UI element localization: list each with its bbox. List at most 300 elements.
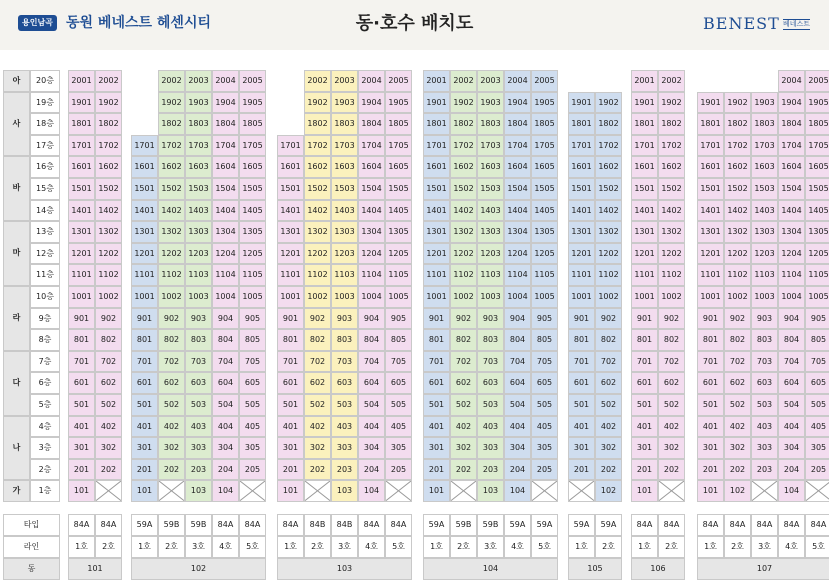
unit-cell-101-802: 802: [95, 329, 122, 351]
unit-cell-103-701: 701: [277, 351, 304, 373]
unit-cell-102-1805: 1805: [239, 113, 266, 135]
unit-cell-105-502: 502: [595, 394, 622, 416]
unit-type: 59B: [477, 514, 504, 536]
unit-cell-104-1802: 1802: [450, 113, 477, 135]
empty-unit-cross-icon: [806, 481, 829, 501]
unit-cell-102-1503: 1503: [185, 178, 212, 200]
unit-cell-107-1802: 1802: [724, 113, 751, 135]
unit-cell-103-1203: 1203: [331, 243, 358, 265]
unit-cell-103-504: 504: [358, 394, 385, 416]
unit-cell-103-1504: 1504: [358, 178, 385, 200]
unit-cell-102-1603: 1603: [185, 156, 212, 178]
page-title: 동·호수 배치도: [355, 13, 474, 34]
building-number-107: 107: [697, 558, 829, 580]
unit-cell-103-801: 801: [277, 329, 304, 351]
unit-cell-104-1901: 1901: [423, 92, 450, 114]
unit-cell-107-702: 702: [724, 351, 751, 373]
unit-cell-106-301: 301: [631, 437, 658, 459]
unit-cell-107-1203: 1203: [751, 243, 778, 265]
unit-line: 2호: [95, 536, 122, 558]
unit-cell-104-405: 405: [531, 416, 558, 438]
unit-cell-106-101: 101: [631, 480, 658, 502]
unit-cell-107-1902: 1902: [724, 92, 751, 114]
unit-cell-107-1103: 1103: [751, 264, 778, 286]
building-number-104: 104: [423, 558, 558, 580]
unit-cell-103-1101: 1101: [277, 264, 304, 286]
unit-cell-107-902: 902: [724, 308, 751, 330]
unit-cell-103-904: 904: [358, 308, 385, 330]
floor-label: 16층: [30, 156, 60, 178]
unit-cell-105-501: 501: [568, 394, 595, 416]
unit-cell-103-2005: 2005: [385, 70, 412, 92]
unit-cell-102-1904: 1904: [212, 92, 239, 114]
unit-cell-101-602: 602: [95, 372, 122, 394]
empty-unit-cross-icon: [752, 481, 777, 501]
unit-cell-103-1102: 1102: [304, 264, 331, 286]
unit-cell-103-1602: 1602: [304, 156, 331, 178]
unit-line: 5호: [385, 536, 412, 558]
unit-cell-104-1602: 1602: [450, 156, 477, 178]
unit-cell-104-1404: 1404: [504, 200, 531, 222]
unit-cell-102-503: 503: [185, 394, 212, 416]
unit-cell-102-1601: 1601: [131, 156, 158, 178]
unit-cell-103-301: 301: [277, 437, 304, 459]
unit-cell-106-402: 402: [658, 416, 685, 438]
unit-cell-104-204: 204: [504, 459, 531, 481]
unit-cell-107-604: 604: [778, 372, 805, 394]
unit-cell-107-1601: 1601: [697, 156, 724, 178]
building-number-105: 105: [568, 558, 622, 580]
unit-cell-103-501: 501: [277, 394, 304, 416]
unit-cell-107-501: 501: [697, 394, 724, 416]
unit-cell-107-603: 603: [751, 372, 778, 394]
unit-cell-102-1701: 1701: [131, 135, 158, 157]
unit-line: 3호: [331, 536, 358, 558]
unit-cell-104-2002: 2002: [450, 70, 477, 92]
unit-cell-101-1102: 1102: [95, 264, 122, 286]
floor-label: 2층: [30, 459, 60, 481]
unit-cell-104-1304: 1304: [504, 221, 531, 243]
unit-cell-107-1904: 1904: [778, 92, 805, 114]
unit-cell-105-1101: 1101: [568, 264, 595, 286]
unit-cell-105-1001: 1001: [568, 286, 595, 308]
unit-cell-101-1401: 1401: [68, 200, 95, 222]
unit-cell-103-1902: 1902: [304, 92, 331, 114]
unit-cell-104-304: 304: [504, 437, 531, 459]
unit-cell-102-905: 905: [239, 308, 266, 330]
unit-cell-106-201: 201: [631, 459, 658, 481]
unit-cell-103-305: 305: [385, 437, 412, 459]
unit-cell-107-605: 605: [805, 372, 829, 394]
unit-cell-105-401: 401: [568, 416, 595, 438]
unit-cell-103-405: 405: [385, 416, 412, 438]
unit-cell-104-1505: 1505: [531, 178, 558, 200]
unit-line: 1호: [277, 536, 304, 558]
unit-cell-107-2005: 2005: [805, 70, 829, 92]
unit-cell-106-1901: 1901: [631, 92, 658, 114]
unit-cell-107-1604: 1604: [778, 156, 805, 178]
unit-cell-102-1703: 1703: [185, 135, 212, 157]
unit-cell-102-1202: 1202: [158, 243, 185, 265]
unit-cell-107-1903: 1903: [751, 92, 778, 114]
unit-cell-107-801: 801: [697, 329, 724, 351]
unit-cell-107-505: 505: [805, 394, 829, 416]
unit-cell-101-501: 501: [68, 394, 95, 416]
unit-cell-101-1001: 1001: [68, 286, 95, 308]
empty-unit: [95, 480, 122, 502]
unit-cell-106-902: 902: [658, 308, 685, 330]
unit-cell-102-1405: 1405: [239, 200, 266, 222]
unit-cell-107-1002: 1002: [724, 286, 751, 308]
unit-type: 59A: [568, 514, 595, 536]
unit-cell-107-1105: 1105: [805, 264, 829, 286]
unit-cell-101-801: 801: [68, 329, 95, 351]
unit-cell-101-702: 702: [95, 351, 122, 373]
unit-cell-106-1701: 1701: [631, 135, 658, 157]
unit-cell-107-502: 502: [724, 394, 751, 416]
unit-cell-102-1803: 1803: [185, 113, 212, 135]
unit-cell-106-701: 701: [631, 351, 658, 373]
unit-cell-103-1004: 1004: [358, 286, 385, 308]
unit-cell-103-103: 103: [331, 480, 358, 502]
unit-cell-106-1801: 1801: [631, 113, 658, 135]
unit-cell-104-305: 305: [531, 437, 558, 459]
floor-label: 20층: [30, 70, 60, 92]
unit-cell-104-401: 401: [423, 416, 450, 438]
unit-cell-103-1401: 1401: [277, 200, 304, 222]
unit-cell-107-901: 901: [697, 308, 724, 330]
unit-cell-101-1901: 1901: [68, 92, 95, 114]
unit-cell-104-601: 601: [423, 372, 450, 394]
unit-cell-105-1201: 1201: [568, 243, 595, 265]
unit-line: 1호: [631, 536, 658, 558]
unit-cell-106-1602: 1602: [658, 156, 685, 178]
unit-cell-107-1001: 1001: [697, 286, 724, 308]
unit-cell-106-1702: 1702: [658, 135, 685, 157]
unit-cell-106-1402: 1402: [658, 200, 685, 222]
floor-label: 19층: [30, 92, 60, 114]
unit-cell-103-1402: 1402: [304, 200, 331, 222]
unit-cell-102-1302: 1302: [158, 221, 185, 243]
unit-cell-102-605: 605: [239, 372, 266, 394]
unit-cell-103-204: 204: [358, 459, 385, 481]
empty-unit: [239, 480, 266, 502]
unit-cell-107-401: 401: [697, 416, 724, 438]
unit-cell-104-904: 904: [504, 308, 531, 330]
unit-cell-104-1104: 1104: [504, 264, 531, 286]
unit-line: 3호: [185, 536, 212, 558]
unit-cell-106-1202: 1202: [658, 243, 685, 265]
unit-cell-104-605: 605: [531, 372, 558, 394]
unit-cell-104-705: 705: [531, 351, 558, 373]
unit-cell-104-902: 902: [450, 308, 477, 330]
unit-cell-103-101: 101: [277, 480, 304, 502]
unit-cell-106-1401: 1401: [631, 200, 658, 222]
unit-cell-104-104: 104: [504, 480, 531, 502]
brand-sub-logo: 베네스트: [783, 20, 811, 28]
unit-cell-103-2004: 2004: [358, 70, 385, 92]
unit-cell-107-1602: 1602: [724, 156, 751, 178]
unit-cell-107-1804: 1804: [778, 113, 805, 135]
unit-cell-104-1202: 1202: [450, 243, 477, 265]
unit-cell-104-501: 501: [423, 394, 450, 416]
unit-cell-104-1701: 1701: [423, 135, 450, 157]
unit-cell-106-1102: 1102: [658, 264, 685, 286]
unit-cell-106-2002: 2002: [658, 70, 685, 92]
unit-cell-102-903: 903: [185, 308, 212, 330]
unit-cell-103-1404: 1404: [358, 200, 385, 222]
unit-cell-102-1104: 1104: [212, 264, 239, 286]
unit-cell-107-202: 202: [724, 459, 751, 481]
unit-cell-107-1701: 1701: [697, 135, 724, 157]
unit-cell-103-603: 603: [331, 372, 358, 394]
unit-cell-104-403: 403: [477, 416, 504, 438]
unit-cell-104-302: 302: [450, 437, 477, 459]
unit-cell-102-2004: 2004: [212, 70, 239, 92]
unit-cell-106-702: 702: [658, 351, 685, 373]
building-number-103: 103: [277, 558, 412, 580]
unit-cell-104-1504: 1504: [504, 178, 531, 200]
unit-cell-105-901: 901: [568, 308, 595, 330]
unit-cell-106-1902: 1902: [658, 92, 685, 114]
unit-cell-103-702: 702: [304, 351, 331, 373]
unit-cell-104-903: 903: [477, 308, 504, 330]
unit-cell-107-1603: 1603: [751, 156, 778, 178]
unit-cell-103-1001: 1001: [277, 286, 304, 308]
unit-type: 84B: [331, 514, 358, 536]
unit-cell-101-2001: 2001: [68, 70, 95, 92]
unit-cell-102-1204: 1204: [212, 243, 239, 265]
unit-cell-104-1203: 1203: [477, 243, 504, 265]
unit-cell-107-1703: 1703: [751, 135, 778, 157]
unit-cell-104-1503: 1503: [477, 178, 504, 200]
unit-cell-107-1501: 1501: [697, 178, 724, 200]
unit-type: 84A: [724, 514, 751, 536]
unit-cell-103-803: 803: [331, 329, 358, 351]
floor-group-label: 나: [3, 416, 30, 481]
unit-cell-103-1305: 1305: [385, 221, 412, 243]
unit-cell-107-301: 301: [697, 437, 724, 459]
empty-unit-cross-icon: [659, 481, 684, 501]
unit-cell-103-1701: 1701: [277, 135, 304, 157]
empty-unit-cross-icon: [305, 481, 330, 501]
unit-cell-107-1504: 1504: [778, 178, 805, 200]
unit-cell-104-803: 803: [477, 329, 504, 351]
floor-label: 3층: [30, 437, 60, 459]
unit-cell-107-704: 704: [778, 351, 805, 373]
unit-cell-107-404: 404: [778, 416, 805, 438]
unit-cell-107-1204: 1204: [778, 243, 805, 265]
unit-cell-104-1704: 1704: [504, 135, 531, 157]
unit-cell-103-1905: 1905: [385, 92, 412, 114]
unit-cell-107-804: 804: [778, 329, 805, 351]
unit-cell-102-1203: 1203: [185, 243, 212, 265]
unit-cell-103-302: 302: [304, 437, 331, 459]
unit-cell-101-401: 401: [68, 416, 95, 438]
unit-cell-104-205: 205: [531, 459, 558, 481]
unit-cell-104-1103: 1103: [477, 264, 504, 286]
building-number-106: 106: [631, 558, 685, 580]
unit-cell-101-502: 502: [95, 394, 122, 416]
unit-cell-102-104: 104: [212, 480, 239, 502]
unit-cell-103-1002: 1002: [304, 286, 331, 308]
unit-cell-104-1603: 1603: [477, 156, 504, 178]
unit-cell-106-1502: 1502: [658, 178, 685, 200]
unit-cell-103-1903: 1903: [331, 92, 358, 114]
empty-unit: [304, 480, 331, 502]
unit-cell-102-603: 603: [185, 372, 212, 394]
unit-cell-101-601: 601: [68, 372, 95, 394]
unit-cell-103-1302: 1302: [304, 221, 331, 243]
unit-cell-107-1205: 1205: [805, 243, 829, 265]
unit-cell-103-104: 104: [358, 480, 385, 502]
unit-cell-104-303: 303: [477, 437, 504, 459]
unit-cell-107-1301: 1301: [697, 221, 724, 243]
unit-cell-103-202: 202: [304, 459, 331, 481]
unit-cell-106-502: 502: [658, 394, 685, 416]
unit-cell-104-1302: 1302: [450, 221, 477, 243]
unit-cell-103-1304: 1304: [358, 221, 385, 243]
unit-cell-101-101: 101: [68, 480, 95, 502]
unit-cell-104-101: 101: [423, 480, 450, 502]
unit-type: 84A: [751, 514, 778, 536]
unit-type: 84A: [68, 514, 95, 536]
unit-cell-104-801: 801: [423, 329, 450, 351]
unit-cell-107-1303: 1303: [751, 221, 778, 243]
unit-cell-102-1004: 1004: [212, 286, 239, 308]
unit-type: 84A: [239, 514, 266, 536]
unit-cell-104-1803: 1803: [477, 113, 504, 135]
unit-cell-107-1801: 1801: [697, 113, 724, 135]
unit-cell-102-204: 204: [212, 459, 239, 481]
unit-type: 59B: [158, 514, 185, 536]
unit-cell-106-2001: 2001: [631, 70, 658, 92]
unit-cell-107-304: 304: [778, 437, 805, 459]
unit-cell-102-502: 502: [158, 394, 185, 416]
unit-type: 59A: [504, 514, 531, 536]
floor-label: 12층: [30, 243, 60, 265]
unit-cell-103-2002: 2002: [304, 70, 331, 92]
floor-label: 11층: [30, 264, 60, 286]
unit-cell-102-901: 901: [131, 308, 158, 330]
unit-cell-104-203: 203: [477, 459, 504, 481]
unit-cell-105-1601: 1601: [568, 156, 595, 178]
unit-cell-104-504: 504: [504, 394, 531, 416]
empty-unit-cross-icon: [569, 481, 594, 501]
unit-cell-105-1801: 1801: [568, 113, 595, 135]
unit-cell-107-1803: 1803: [751, 113, 778, 135]
floor-group-label: 마: [3, 221, 30, 286]
unit-type: 84A: [277, 514, 304, 536]
unit-cell-107-903: 903: [751, 308, 778, 330]
unit-cell-103-1605: 1605: [385, 156, 412, 178]
unit-cell-101-1301: 1301: [68, 221, 95, 243]
unit-cell-105-402: 402: [595, 416, 622, 438]
unit-cell-107-1102: 1102: [724, 264, 751, 286]
floor-group-label: 아: [3, 70, 30, 92]
unit-cell-103-901: 901: [277, 308, 304, 330]
floor-label: 5층: [30, 394, 60, 416]
floor-group-label: 가: [3, 480, 30, 502]
unit-cell-104-1205: 1205: [531, 243, 558, 265]
unit-line: 3호: [751, 536, 778, 558]
unit-line: 2호: [595, 536, 622, 558]
unit-cell-104-1902: 1902: [450, 92, 477, 114]
unit-cell-103-1805: 1805: [385, 113, 412, 135]
unit-cell-101-2002: 2002: [95, 70, 122, 92]
unit-cell-107-402: 402: [724, 416, 751, 438]
unit-cell-106-1802: 1802: [658, 113, 685, 135]
unit-cell-104-505: 505: [531, 394, 558, 416]
unit-cell-103-203: 203: [331, 459, 358, 481]
row-label-building: 동: [3, 558, 60, 580]
unit-cell-103-1105: 1105: [385, 264, 412, 286]
unit-cell-102-203: 203: [185, 459, 212, 481]
unit-cell-102-1401: 1401: [131, 200, 158, 222]
unit-cell-104-2003: 2003: [477, 70, 504, 92]
unit-cell-103-605: 605: [385, 372, 412, 394]
floor-group-label: 사: [3, 92, 30, 157]
unit-cell-107-1704: 1704: [778, 135, 805, 157]
unit-cell-104-1501: 1501: [423, 178, 450, 200]
unit-cell-102-1103: 1103: [185, 264, 212, 286]
unit-cell-104-1705: 1705: [531, 135, 558, 157]
unit-cell-102-1001: 1001: [131, 286, 158, 308]
unit-cell-103-1705: 1705: [385, 135, 412, 157]
unit-cell-107-1201: 1201: [697, 243, 724, 265]
unit-cell-102-1602: 1602: [158, 156, 185, 178]
unit-cell-104-704: 704: [504, 351, 531, 373]
unit-cell-101-902: 902: [95, 308, 122, 330]
unit-cell-102-202: 202: [158, 459, 185, 481]
unit-cell-103-1005: 1005: [385, 286, 412, 308]
floor-label: 14층: [30, 200, 60, 222]
unit-cell-105-701: 701: [568, 351, 595, 373]
unit-cell-107-504: 504: [778, 394, 805, 416]
unit-cell-103-1303: 1303: [331, 221, 358, 243]
unit-cell-102-1705: 1705: [239, 135, 266, 157]
floor-group-label: 다: [3, 351, 30, 416]
unit-cell-101-1702: 1702: [95, 135, 122, 157]
empty-unit: [751, 480, 778, 502]
unit-line: 4호: [212, 536, 239, 558]
unit-cell-101-1101: 1101: [68, 264, 95, 286]
unit-cell-102-1704: 1704: [212, 135, 239, 157]
unit-cell-107-805: 805: [805, 329, 829, 351]
unit-cell-102-1101: 1101: [131, 264, 158, 286]
unit-cell-106-1002: 1002: [658, 286, 685, 308]
unit-cell-107-1101: 1101: [697, 264, 724, 286]
unit-cell-107-1702: 1702: [724, 135, 751, 157]
unit-cell-101-1701: 1701: [68, 135, 95, 157]
unit-type: 59A: [595, 514, 622, 536]
unit-type: 84A: [358, 514, 385, 536]
unit-type: 59B: [185, 514, 212, 536]
location-badge: 용인남곡: [18, 15, 57, 31]
unit-cell-107-1304: 1304: [778, 221, 805, 243]
unit-cell-102-401: 401: [131, 416, 158, 438]
unit-cell-107-503: 503: [751, 394, 778, 416]
unit-cell-101-901: 901: [68, 308, 95, 330]
unit-cell-102-1402: 1402: [158, 200, 185, 222]
unit-type: 59A: [423, 514, 450, 536]
unit-cell-107-1402: 1402: [724, 200, 751, 222]
unit-cell-107-1901: 1901: [697, 92, 724, 114]
unit-cell-103-1904: 1904: [358, 92, 385, 114]
unit-cell-103-903: 903: [331, 308, 358, 330]
unit-cell-106-202: 202: [658, 459, 685, 481]
unit-line: 1호: [68, 536, 95, 558]
